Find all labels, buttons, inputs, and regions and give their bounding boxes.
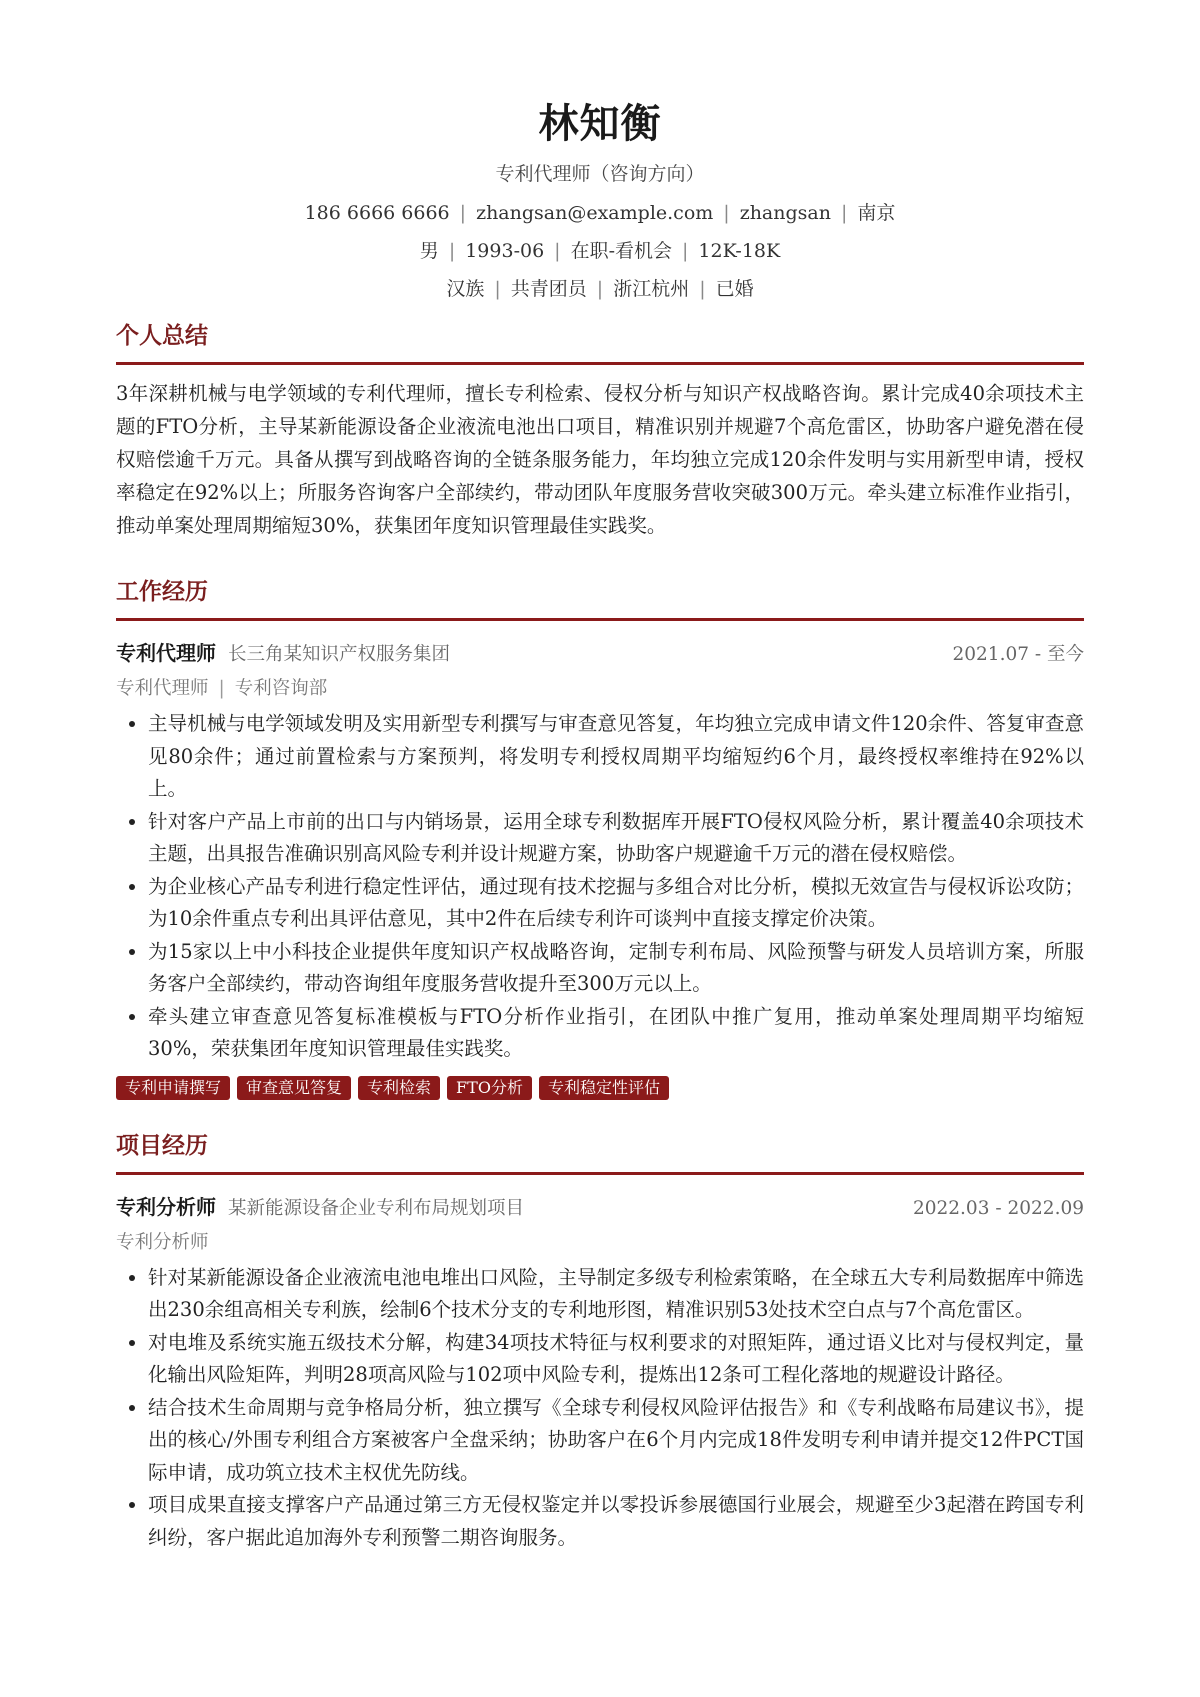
project-entry-header (116, 1191, 1084, 1220)
birth-date: 1993-06 (465, 240, 545, 262)
separator: | (448, 240, 456, 262)
username: zhangsan (739, 202, 831, 224)
skill-tag: 专利稳定性评估 (539, 1076, 669, 1100)
summary-text: 3年深耕机械与电学领域的专利代理师，擅长专利检索、侵权分析与知识产权战略咨询。累计完成40余项技术主题的FTO分析，主导某新能源设备企业液流电池出口项目，精准识别并规避7个高危雷区，协助客户避免潜在侵权赔偿逾千万元。具备从撰写到战略咨询的全链条服务能力，年均独立完成120余件发明与实用新型申请，授权率稳定在92%以上；所服务咨询客户全部续约，带动团队年度服务营收突破300万元。牵头建立标准作业指引，推动单案处理周期缩短30%，获集团年度知识管理最佳实践奖。 (116, 382, 1084, 537)
phone: 186 6666 6666 (304, 202, 450, 224)
summary-section (116, 320, 1084, 542)
work-date: 2021.07 - 至今 (952, 644, 1084, 665)
job-title: 专利代理师（咨询方向） (495, 163, 705, 185)
work-company: 长三角某知识产权服务集团 (228, 644, 451, 665)
separator: | (682, 240, 689, 262)
email: zhangsan@example.com (476, 202, 714, 224)
project-name: 某新能源设备企业专利布局规划项目 (228, 1197, 525, 1219)
basics-line (0, 238, 1200, 264)
separator: | (840, 202, 848, 224)
project-meta (116, 1230, 1084, 1256)
skill-tag: 专利申请撰写 (116, 1076, 230, 1100)
list-item: • 针对某新能源设备企业液流电池电堆出口风险，主导制定多级专利检索策略，在全球五大专利局数据库中筛选出230余组高相关专利族，绘制6个技术分支的专利地形图，精准识别53处技术空白点与7个高危雷区。 (148, 1262, 1084, 1327)
personal-line (0, 276, 1200, 302)
marital-status: 已婚 (715, 278, 754, 300)
section-title: 项目经历 (116, 1130, 1084, 1175)
work-department: 专利咨询部 (234, 678, 328, 699)
separator: | (218, 678, 225, 699)
project-section (116, 1130, 1084, 1555)
political-status: 共青团员 (510, 278, 587, 300)
list-item: • 项目成果直接支撑客户产品通过第三方无侵权鉴定并以零投诉参展德国行业展会，规避至少3起潜在跨国专利纠纷，客户据此追加海外专利预警二期咨询服务。 (148, 1489, 1084, 1554)
work-entry-header (116, 637, 1084, 666)
separator: | (494, 278, 501, 300)
work-bullets (116, 708, 1084, 1066)
contact-line (0, 200, 1200, 226)
separator: | (699, 278, 706, 300)
list-item: • 为15家以上中小科技企业提供年度知识产权战略咨询，定制专利布局、风险预警与研发人员培训方案，所服务客户全部续约，带动咨询组年度服务营收提升至300万元以上。 (148, 936, 1084, 1001)
skill-tag: 专利检索 (358, 1076, 440, 1100)
hometown: 浙江杭州 (613, 278, 690, 300)
list-item: • 牵头建立审查意见答复标准模板与FTO分析作业指引，在团队中推广复用，推动单案处理周期平均缩短30%，荣获集团年度知识管理最佳实践奖。 (148, 1001, 1084, 1066)
separator: | (723, 202, 730, 224)
project-role: 专利分析师 (116, 1194, 216, 1219)
work-position: 专利代理师 (116, 678, 209, 699)
city: 南京 (857, 202, 896, 224)
skill-tag: 审查意见答复 (237, 1076, 351, 1100)
project-date: 2022.03 - 2022.09 (912, 1197, 1084, 1219)
skill-tags (116, 1076, 1084, 1100)
resume-content (116, 320, 1084, 1572)
work-section (116, 576, 1084, 1100)
separator: | (596, 278, 604, 300)
ethnicity: 汉族 (446, 278, 485, 300)
project-bullets (116, 1262, 1084, 1555)
resume-header (0, 0, 1200, 302)
skill-tag: FTO分析 (447, 1076, 532, 1100)
list-item: • 主导机械与电学领域发明及实用新型专利撰写与审查意见答复，年均独立完成申请文件120余件、答复审查意见80余件；通过前置检索与方案预判，将发明专利授权周期平均缩短约6个月，最终授权率维持在92%以上。 (148, 708, 1084, 806)
section-title: 工作经历 (116, 576, 1084, 621)
separator: | (554, 240, 561, 262)
list-item: • 针对客户产品上市前的出口与内销场景，运用全球专利数据库开展FTO侵权风险分析，累计覆盖40余项技术主题，出具报告准确识别高风险专利并设计规避方案，协助客户规避逾千万元的潜在侵权赔偿。 (148, 806, 1084, 871)
work-meta (116, 676, 1084, 702)
candidate-name: 林知衡 (538, 100, 662, 147)
job-status: 在职-看机会 (570, 240, 672, 262)
project-position: 专利分析师 (116, 1231, 209, 1253)
separator: | (459, 202, 467, 224)
list-item: • 对电堆及系统实施五级技术分解，构建34项技术特征与权利要求的对照矩阵，通过语义比对与侵权判定，量化输出风险矩阵，判明28项高风险与102项中风险专利，提炼出12条可工程化落地的规避设计路径。 (148, 1327, 1084, 1392)
list-item: • 结合技术生命周期与竞争格局分析，独立撰写《全球专利侵权风险评估报告》和《专利战略布局建议书》，提出的核心/外围专利组合方案被客户全盘采纳；协助客户在6个月内完成18件发明专利申请并提交12件PCT国际申请，成功筑立技术主权优先防线。 (148, 1392, 1084, 1490)
gender: 男 (419, 240, 439, 262)
work-role: 专利代理师 (116, 641, 216, 665)
list-item: • 为企业核心产品专利进行稳定性评估，通过现有技术挖掘与多组合对比分析，模拟无效宣告与侵权诉讼攻防；为10余件重点专利出具评估意见，其中2件在后续专利许可谈判中直接支撑定价决策。 (148, 871, 1084, 936)
section-title: 个人总结 (116, 320, 1084, 365)
salary: 12K-18K (698, 240, 781, 262)
